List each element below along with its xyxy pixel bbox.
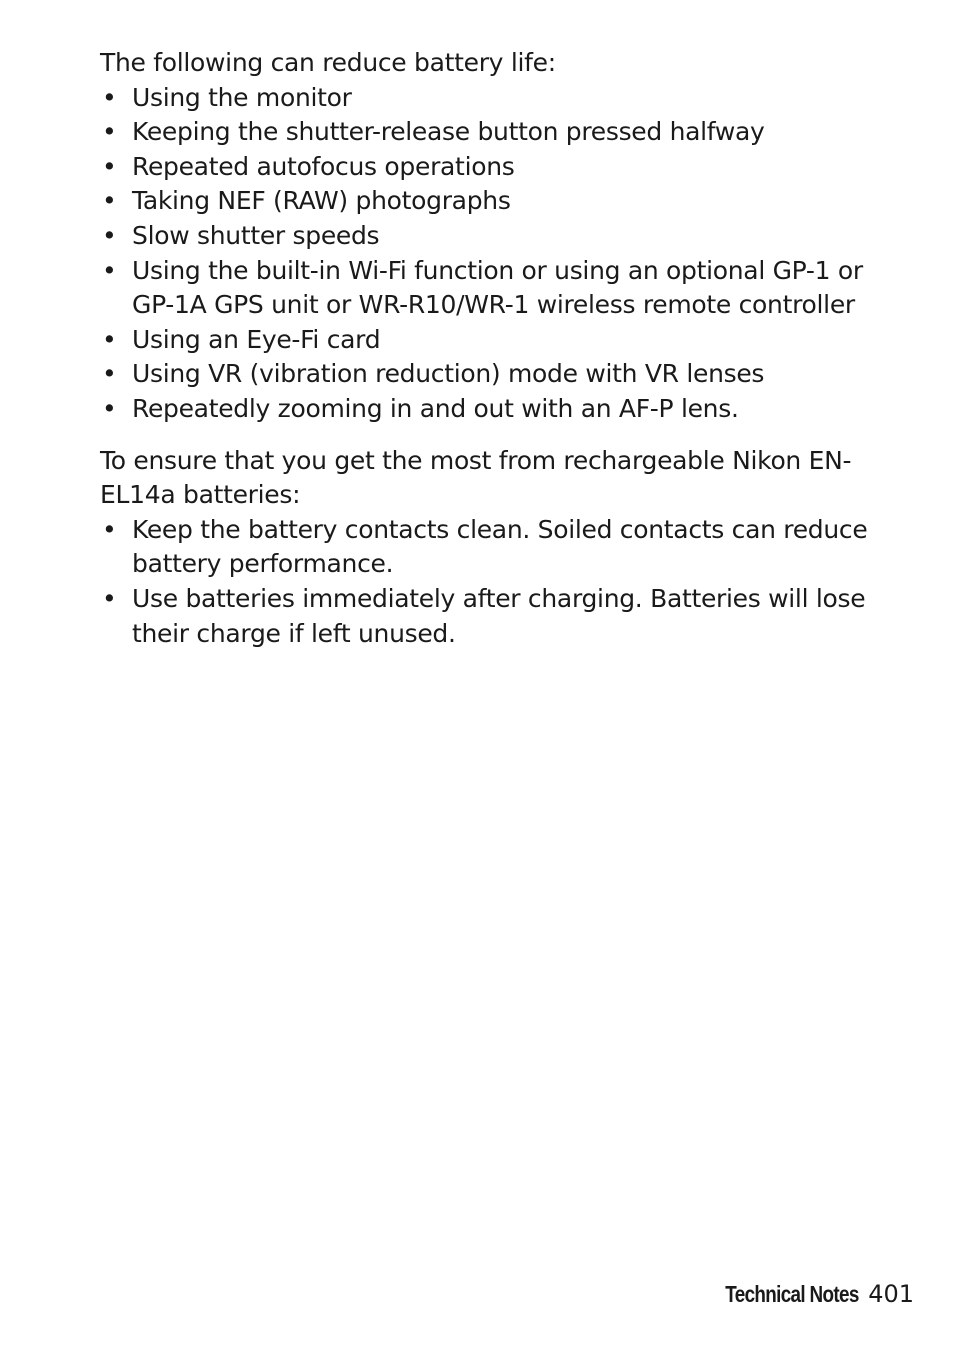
list-item: • Keeping the shutter-release button pressed halfway xyxy=(100,115,880,150)
bullet-icon: • xyxy=(102,151,117,181)
page-number: 401 xyxy=(868,1280,914,1308)
bullet-icon: • xyxy=(102,255,117,285)
bullet-icon: • xyxy=(102,186,117,216)
bullet-icon: • xyxy=(102,393,117,423)
list-item: • Repeatedly zooming in and out with an AF-P lens. xyxy=(100,392,880,427)
page-footer xyxy=(696,1278,915,1310)
bullet-icon: • xyxy=(102,117,117,147)
bullet-icon: • xyxy=(102,82,117,112)
bullet-icon: • xyxy=(102,514,117,544)
list-item: • Repeated autofocus operations xyxy=(100,150,880,185)
bullet-icon: • xyxy=(102,583,117,613)
section-spacer xyxy=(100,427,880,444)
battery-life-intro: The following can reduce battery life: xyxy=(100,48,556,77)
battery-care-list xyxy=(100,513,880,651)
bullet-icon: • xyxy=(102,359,117,389)
battery-care-intro: To ensure that you get the most from rechargeable Nikon EN-EL14a batteries: xyxy=(100,445,852,510)
list-item: • Keep the battery contacts clean. Soiled contacts can reduce battery performance. xyxy=(102,514,868,579)
bullet-icon: • xyxy=(102,220,117,250)
list-item: • Using the built-in Wi-Fi function or using an optional GP-1 or GP-1A GPS unit or WR-R10/WR-1 wireless remote controller xyxy=(102,255,863,320)
page-content xyxy=(100,46,880,651)
list-item: • Taking NEF (RAW) photographs xyxy=(100,184,880,219)
list-item: • Slow shutter speeds xyxy=(100,219,880,254)
battery-life-list xyxy=(100,81,880,427)
list-item: • Using VR (vibration reduction) mode with VR lenses xyxy=(100,357,880,392)
list-item: • Using the monitor xyxy=(100,81,880,116)
bullet-icon: • xyxy=(102,324,117,354)
list-item: • Use batteries immediately after charging. Batteries will lose their charge if left unused. xyxy=(102,583,866,648)
list-item: • Using an Eye-Fi card xyxy=(100,323,880,358)
footer-section-title: Technical Notes xyxy=(724,1281,859,1307)
